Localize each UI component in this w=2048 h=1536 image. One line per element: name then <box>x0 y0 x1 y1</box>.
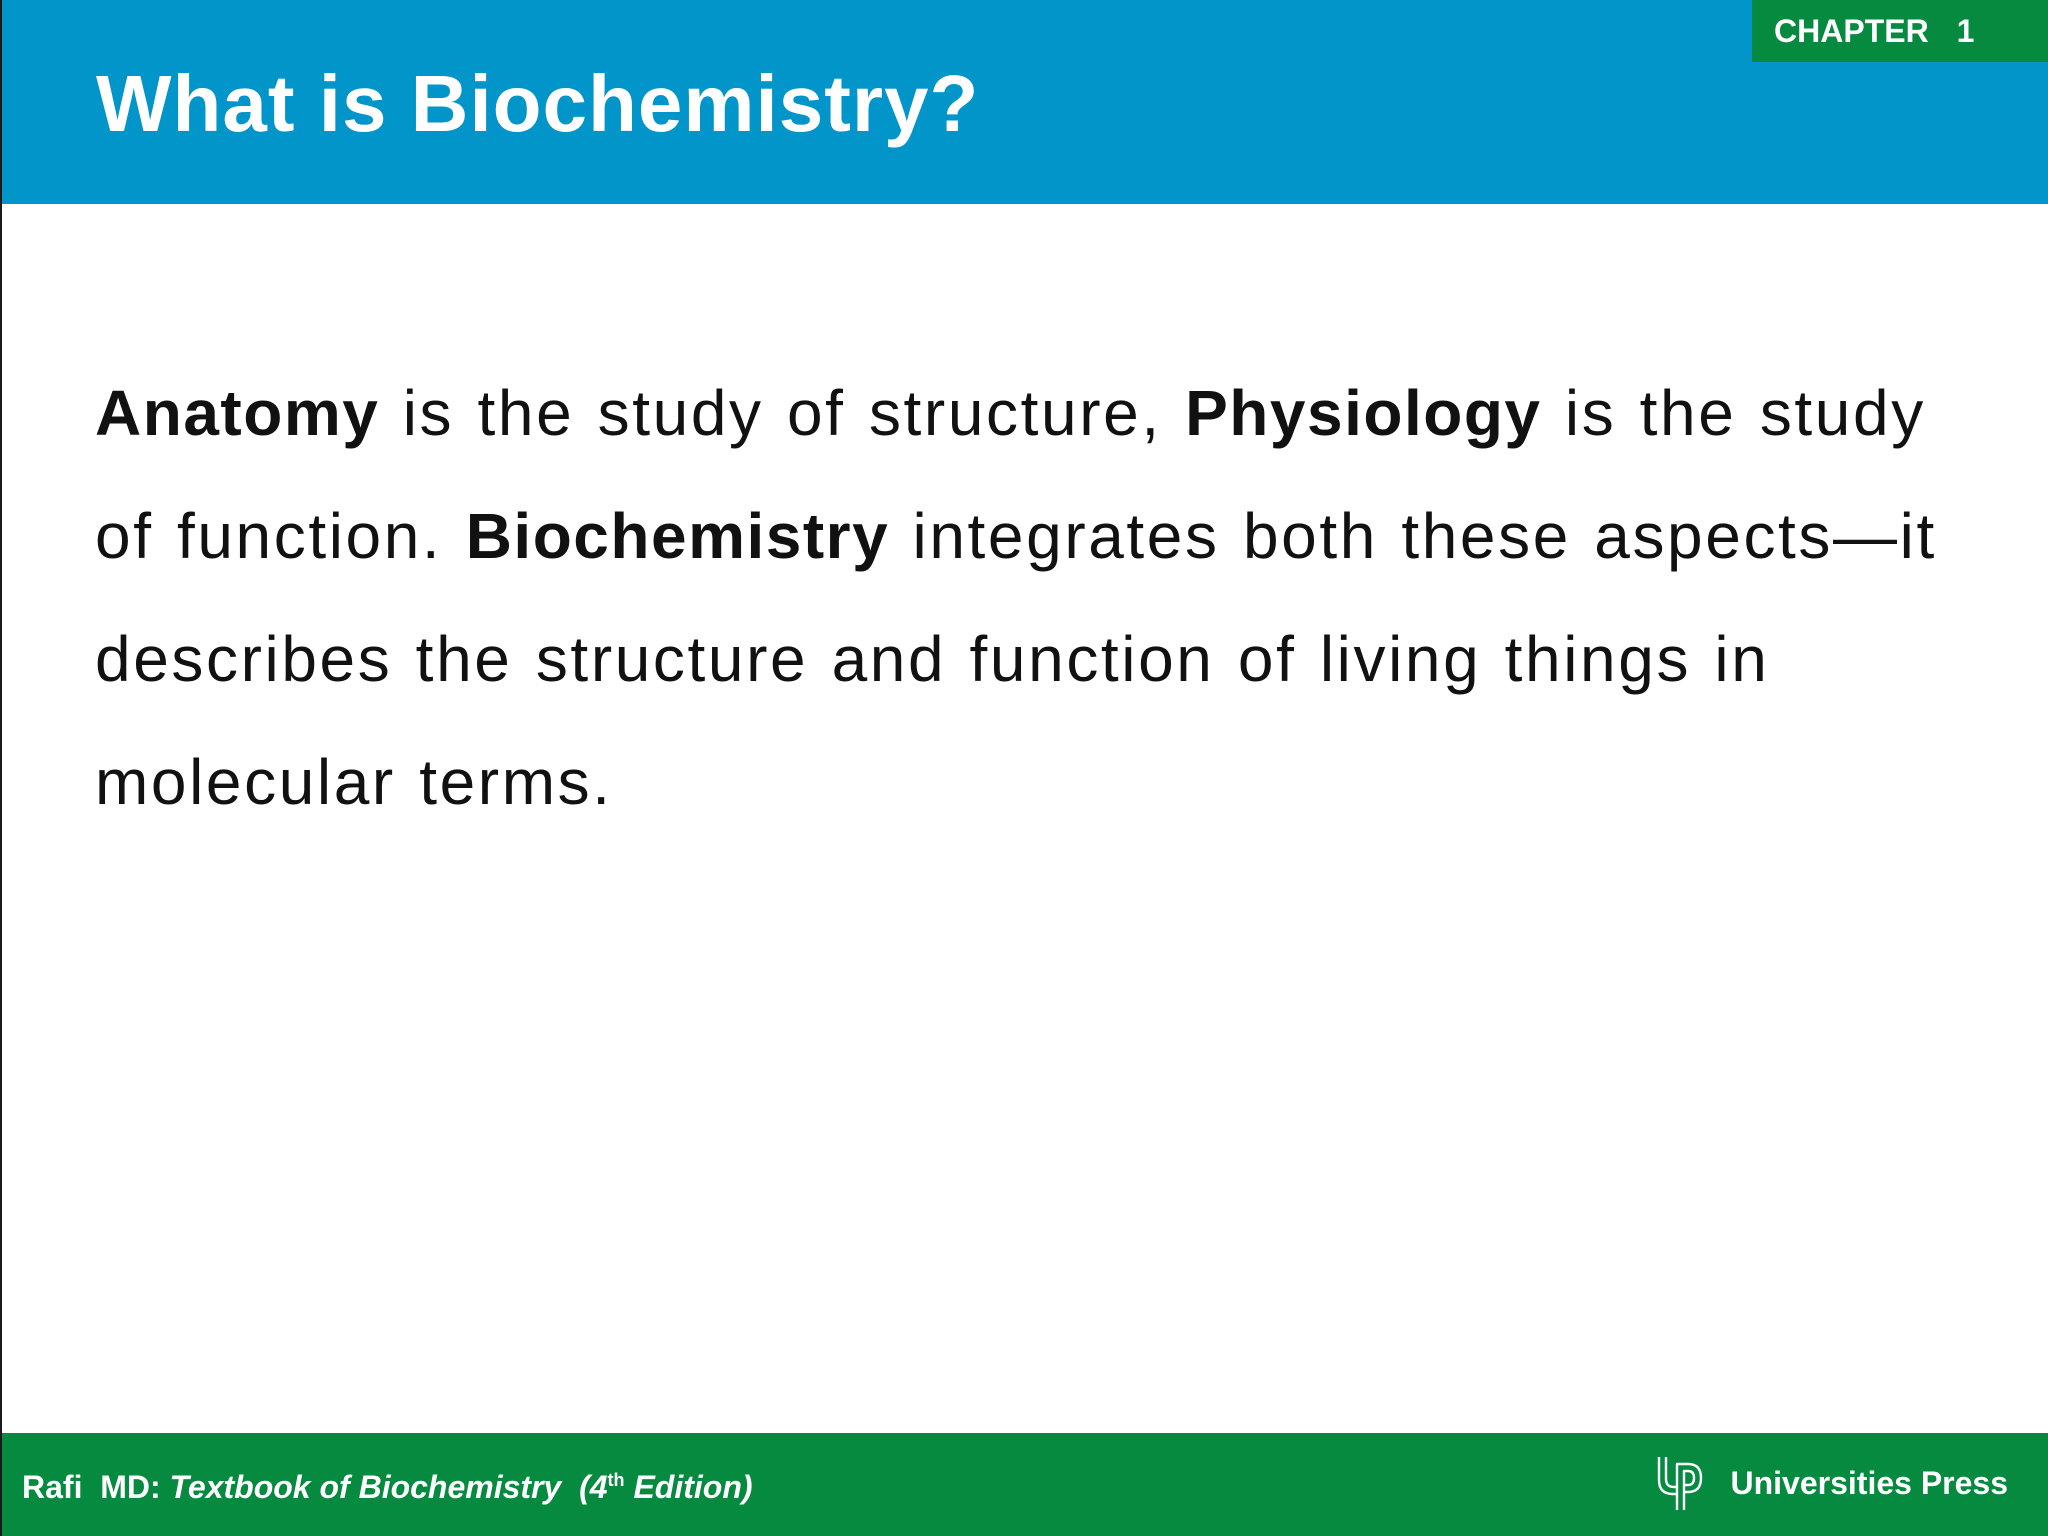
term-biochemistry: Biochemistry <box>465 500 890 572</box>
term-physiology: Physiology <box>1185 377 1542 449</box>
term-anatomy: Anatomy <box>95 377 380 449</box>
chapter-label: CHAPTER <box>1774 13 1929 49</box>
citation-edition-open: (4 <box>561 1469 608 1505</box>
chapter-number: 1 <box>1956 13 1975 49</box>
publisher <box>1655 1453 2009 1513</box>
publisher-name: Universities Press <box>1730 1464 2008 1501</box>
citation-author: Rafi MD: <box>22 1469 170 1505</box>
chapter-badge <box>1752 0 2048 62</box>
body-text-3: integrates both these aspects—it describes the structure and function of living things in molecular terms. <box>95 500 1937 818</box>
body-text-1: is the study of structure, <box>379 377 1186 449</box>
citation-edition-sup: th <box>607 1470 625 1490</box>
slide-title: What is Biochemistry? <box>96 59 980 148</box>
body-paragraph <box>95 352 1995 844</box>
header-bar <box>2 0 2048 204</box>
book-citation <box>22 1467 753 1507</box>
footer-bar <box>2 1433 2048 1536</box>
up-logo-icon <box>1655 1454 1705 1512</box>
citation-book-title: Textbook of Biochemistry <box>169 1469 562 1505</box>
citation-edition-close: Edition) <box>624 1469 753 1505</box>
body-text-2: is the study of function. <box>95 377 1926 572</box>
